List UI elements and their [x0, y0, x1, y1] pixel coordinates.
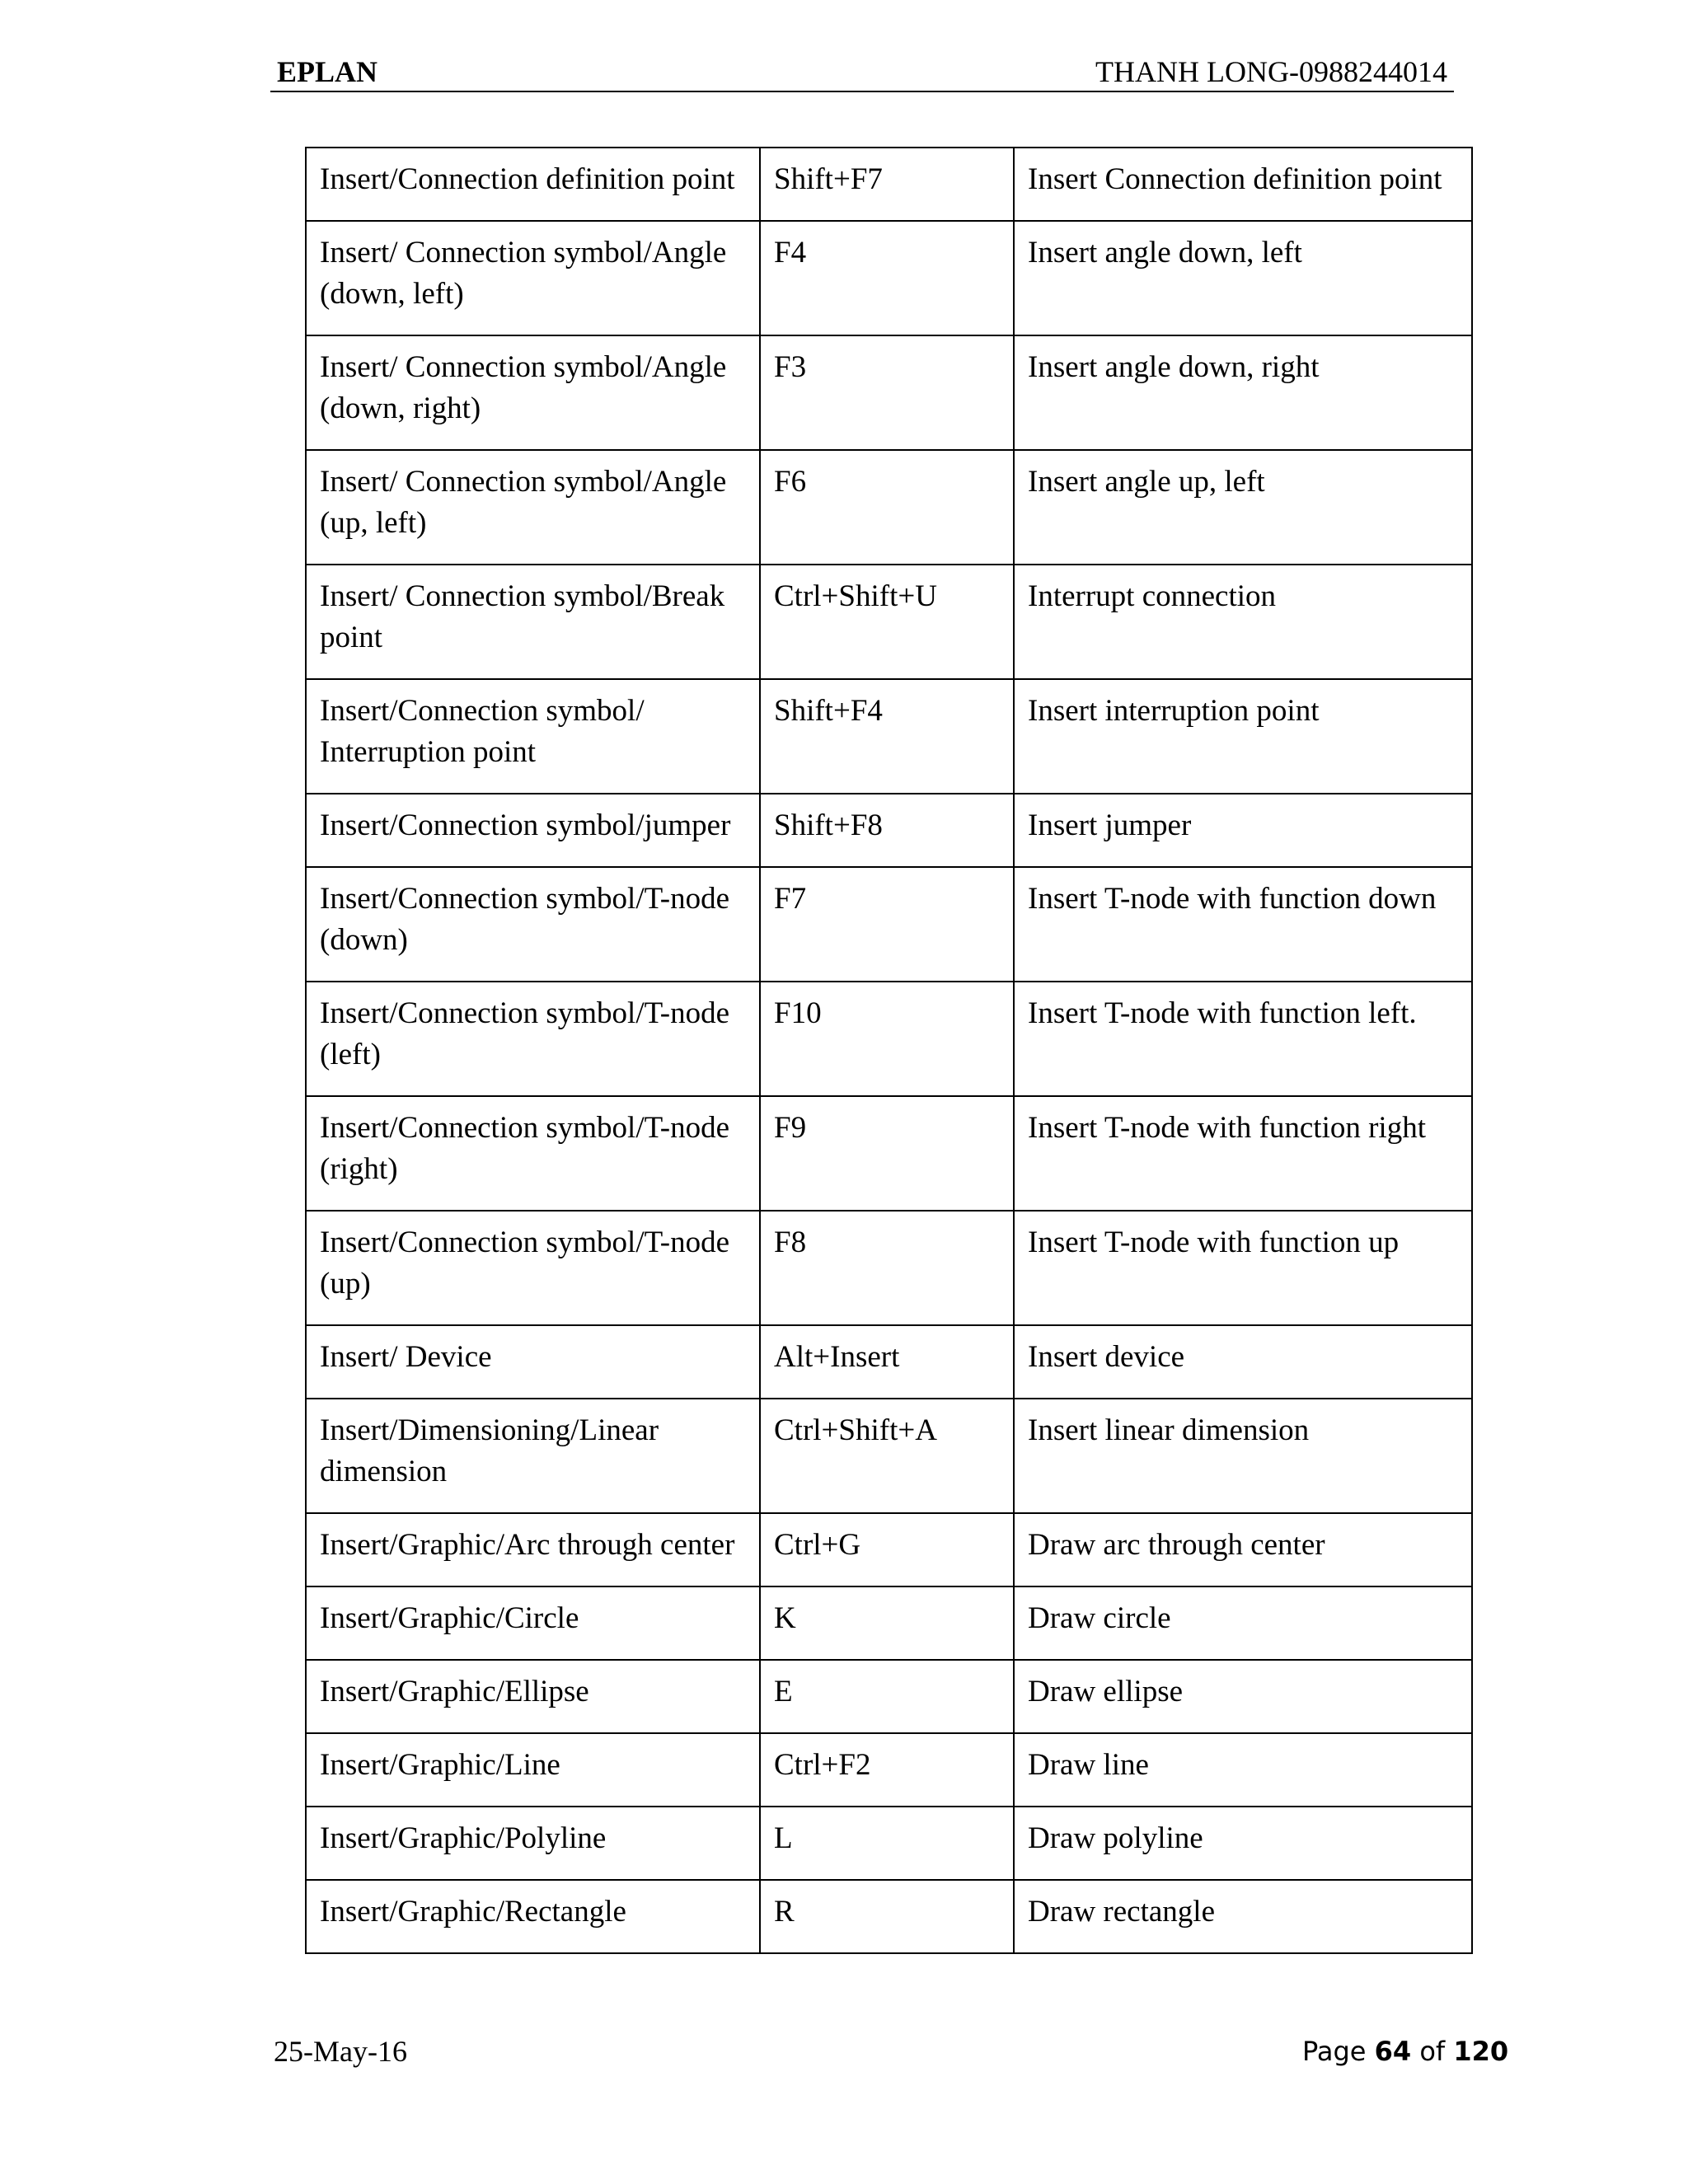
shortcut-cell: F10 [760, 982, 1014, 1096]
description-cell: Insert T-node with function right [1014, 1096, 1472, 1211]
shortcut-cell: F8 [760, 1211, 1014, 1325]
description-cell: Draw rectangle [1014, 1880, 1472, 1953]
shortcut-table-body [306, 148, 1472, 1953]
menu-cell: Insert/Connection symbol/jumper [306, 794, 760, 867]
table-row [306, 1660, 1472, 1733]
table-row [306, 221, 1472, 335]
table-row [306, 1513, 1472, 1586]
shortcut-cell: Ctrl+Shift+U [760, 565, 1014, 679]
table-row [306, 1807, 1472, 1880]
table-row [306, 679, 1472, 794]
description-cell: Insert angle up, left [1014, 450, 1472, 565]
description-cell: Insert interruption point [1014, 679, 1472, 794]
page-current: 64 [1374, 2036, 1412, 2067]
table-row [306, 1096, 1472, 1211]
menu-cell: Insert/Graphic/Line [306, 1733, 760, 1807]
description-cell: Insert angle down, right [1014, 335, 1472, 450]
menu-cell: Insert/Connection symbol/T-node (left) [306, 982, 760, 1096]
page-total: 120 [1453, 2036, 1509, 2067]
description-cell: Insert T-node with function up [1014, 1211, 1472, 1325]
page-of-label: of [1419, 2036, 1446, 2067]
shortcut-cell: Ctrl+Shift+A [760, 1399, 1014, 1513]
shortcut-cell: R [760, 1880, 1014, 1953]
shortcut-cell: Ctrl+G [760, 1513, 1014, 1586]
table-row [306, 1325, 1472, 1399]
shortcut-cell: F4 [760, 221, 1014, 335]
table-row [306, 450, 1472, 565]
shortcut-cell: F3 [760, 335, 1014, 450]
menu-cell: Insert/Graphic/Circle [306, 1586, 760, 1660]
menu-cell: Insert/Graphic/Polyline [306, 1807, 760, 1880]
menu-cell: Insert/Connection symbol/ Interruption point [306, 679, 760, 794]
shortcut-table [305, 147, 1473, 1954]
shortcut-cell: Shift+F8 [760, 794, 1014, 867]
table-row [306, 1399, 1472, 1513]
table-row [306, 1880, 1472, 1953]
description-cell: Insert linear dimension [1014, 1399, 1472, 1513]
table-row [306, 1733, 1472, 1807]
header-author-phone: THANH LONG-0988244014 [1095, 55, 1447, 88]
description-cell: Draw polyline [1014, 1807, 1472, 1880]
shortcut-cell: Ctrl+F2 [760, 1733, 1014, 1807]
description-cell: Draw circle [1014, 1586, 1472, 1660]
description-cell: Draw line [1014, 1733, 1472, 1807]
menu-cell: Insert/Graphic/Ellipse [306, 1660, 760, 1733]
header-title: EPLAN [277, 55, 378, 88]
description-cell: Insert jumper [1014, 794, 1472, 867]
menu-cell: Insert/Graphic/Arc through center [306, 1513, 760, 1586]
page-header [270, 53, 1454, 92]
shortcut-table-container [305, 147, 1473, 1954]
description-cell: Draw ellipse [1014, 1660, 1472, 1733]
menu-cell: Insert/ Connection symbol/Angle (down, right) [306, 335, 760, 450]
description-cell: Insert T-node with function down [1014, 867, 1472, 982]
footer-page-number [1302, 2036, 1508, 2067]
menu-cell: Insert/ Connection symbol/Angle (up, left) [306, 450, 760, 565]
shortcut-cell: F6 [760, 450, 1014, 565]
shortcut-cell: Shift+F4 [760, 679, 1014, 794]
table-row [306, 1211, 1472, 1325]
table-row [306, 565, 1472, 679]
menu-cell: Insert/ Device [306, 1325, 760, 1399]
menu-cell: Insert/Connection definition point [306, 148, 760, 221]
table-row [306, 982, 1472, 1096]
description-cell: Interrupt connection [1014, 565, 1472, 679]
shortcut-cell: K [760, 1586, 1014, 1660]
menu-cell: Insert/ Connection symbol/Angle (down, left) [306, 221, 760, 335]
table-row [306, 148, 1472, 221]
description-cell: Insert device [1014, 1325, 1472, 1399]
shortcut-cell: E [760, 1660, 1014, 1733]
footer-date: 25-May-16 [274, 2035, 407, 2068]
description-cell: Insert Connection definition point [1014, 148, 1472, 221]
shortcut-cell: F9 [760, 1096, 1014, 1211]
description-cell: Insert T-node with function left. [1014, 982, 1472, 1096]
menu-cell: Insert/Connection symbol/T-node (right) [306, 1096, 760, 1211]
menu-cell: Insert/ Connection symbol/Break point [306, 565, 760, 679]
page-label: Page [1302, 2036, 1367, 2067]
table-row [306, 867, 1472, 982]
menu-cell: Insert/Connection symbol/T-node (down) [306, 867, 760, 982]
description-cell: Insert angle down, left [1014, 221, 1472, 335]
description-cell: Draw arc through center [1014, 1513, 1472, 1586]
table-row [306, 335, 1472, 450]
shortcut-cell: Alt+Insert [760, 1325, 1014, 1399]
menu-cell: Insert/Dimensioning/Linear dimension [306, 1399, 760, 1513]
table-row [306, 1586, 1472, 1660]
menu-cell: Insert/Connection symbol/T-node (up) [306, 1211, 760, 1325]
table-row [306, 794, 1472, 867]
shortcut-cell: F7 [760, 867, 1014, 982]
shortcut-cell: L [760, 1807, 1014, 1880]
shortcut-cell: Shift+F7 [760, 148, 1014, 221]
menu-cell: Insert/Graphic/Rectangle [306, 1880, 760, 1953]
